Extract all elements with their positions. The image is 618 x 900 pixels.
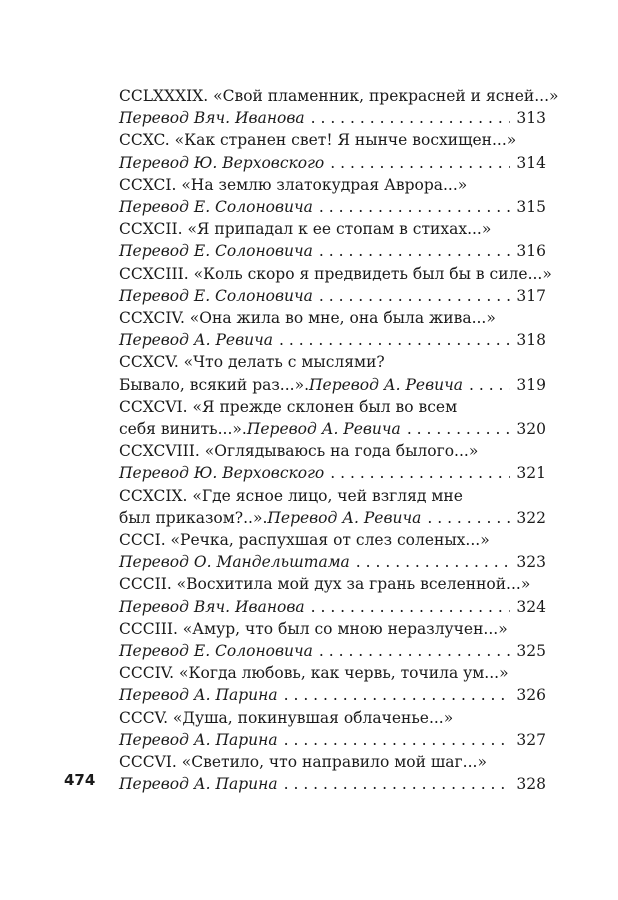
entry-translator: Перевод А. Ревича [246,420,401,439]
dot-leader [319,640,511,662]
entry-title-continuation: был приказом?..». [119,508,268,527]
toc-entry[interactable] [119,307,546,351]
entry-title: CCXCIII. «Коль скоро я предвидеть был бы в силе...» [119,264,552,283]
entry-translator: Перевод А. Парина [119,775,278,794]
toc-entry[interactable] [119,751,546,795]
entry-last-line [119,107,546,129]
entry-translator: Перевод Е. Солоновича [119,242,313,261]
entry-page-number: 323 [516,553,546,572]
entry-translator: Перевод А. Парина [119,686,278,705]
entry-last-line [119,684,546,706]
dot-leader [284,684,511,706]
dot-leader [319,196,511,218]
entry-last-line [119,640,546,662]
entry-last-line [119,374,546,396]
dot-leader [469,374,510,396]
entry-last-line [119,507,546,529]
entry-translator: Перевод А. Парина [119,730,278,749]
dot-leader [284,773,511,795]
toc-entry[interactable] [119,618,546,662]
dot-leader [407,418,511,440]
dot-leader [330,152,510,174]
dot-leader [319,240,511,262]
entry-page-number: 322 [516,508,546,527]
entry-page-number: 328 [516,775,546,794]
entry-title: CCCIV. «Когда любовь, как червь, точила ум...» [119,664,509,683]
entry-translator: Перевод А. Ревича [119,331,273,350]
dot-leader [330,462,510,484]
entry-translator: Перевод Е. Солоновича [119,286,313,305]
entry-title-continuation: себя винить...». [119,420,247,439]
entry-title: CCCIII. «Амур, что был со мною неразлучен...» [119,619,508,638]
entry-title: CCXCVIII. «Оглядываюсь на года былого...» [119,442,479,461]
entry-last-line [119,196,546,218]
entry-title: CCXCIV. «Она жила во мне, она была жива...» [119,309,496,328]
entry-title: CCXC. «Как странен свет! Я нынче восхищен...» [119,131,517,150]
entry-title-continuation: Бывало, всякий раз...». [119,375,309,394]
entry-translator: Перевод Ю. Верховского [119,153,325,172]
toc-entry[interactable] [119,485,546,529]
entry-translator: Перевод А. Ревича [267,508,422,527]
page-number: 474 [64,771,96,789]
entry-last-line [119,240,546,262]
entry-page-number: 325 [516,642,546,661]
entry-title: CCLXXXIX. «Свой пламенник, прекрасней и ясней...» [119,87,559,105]
entry-page-number: 315 [516,198,546,217]
entry-page-number: 313 [516,109,546,128]
entry-translator: Перевод Вяч. Иванова [119,597,305,616]
entry-title: CCCI. «Речка, распухшая от слез соленых...» [119,531,490,550]
entry-translator: Перевод Е. Солоновича [119,642,313,661]
entry-page-number: 324 [516,597,546,616]
entry-title: CCCII. «Восхитила мой дух за грань вселенной...» [119,575,531,594]
entry-page-number: 327 [516,730,546,749]
toc-entry[interactable] [119,573,546,617]
entry-page-number: 320 [516,420,546,439]
toc-entry[interactable] [119,129,546,173]
toc-entry[interactable] [119,662,546,706]
entry-title: CCXCVI. «Я прежде склонен был во всем [119,397,458,416]
toc-entry[interactable] [119,351,546,395]
entry-last-line [119,152,546,174]
entry-translator: Перевод Ю. Верховского [119,464,325,483]
entry-title: CCXCV. «Что делать с мыслями? [119,353,385,372]
dot-leader [356,551,511,573]
entry-title: CCCV. «Душа, покинувшая облаченье...» [119,708,454,727]
entry-page-number: 314 [516,153,546,172]
entry-last-line [119,596,546,618]
entry-last-line [119,418,546,440]
toc-entry[interactable] [119,174,546,218]
entry-page-number: 319 [516,375,546,394]
entry-title: CCXCII. «Я припадал к ее стопам в стихах...» [119,220,492,239]
toc-entry[interactable] [119,85,559,129]
entry-last-line [119,729,546,751]
entry-translator: Перевод Е. Солоновича [119,198,313,217]
entry-page-number: 321 [516,464,546,483]
entry-title: CCCVI. «Светило, что направило мой шаг...» [119,753,487,772]
entry-last-line [119,329,546,351]
dot-leader [319,285,511,307]
entry-last-line [119,285,546,307]
dot-leader [311,596,511,618]
table-of-contents [119,85,559,796]
entry-page-number: 326 [516,686,546,705]
dot-leader [279,329,510,351]
entry-translator: Перевод А. Ревича [309,375,463,394]
dot-leader [427,507,510,529]
toc-entry[interactable] [119,263,552,307]
entry-page-number: 318 [516,331,546,350]
entry-title: CCXCIX. «Где ясное лицо, чей взгляд мне [119,486,463,505]
toc-entry[interactable] [119,707,546,751]
dot-leader [284,729,511,751]
toc-entry[interactable] [119,529,546,573]
dot-leader [311,107,511,129]
entry-translator: Перевод Вяч. Иванова [119,109,305,128]
toc-entry[interactable] [119,440,546,484]
entry-last-line [119,773,546,795]
entry-last-line [119,551,546,573]
entry-title: CCXCI. «На землю златокудрая Аврора...» [119,175,468,194]
entry-page-number: 316 [516,242,546,261]
entry-translator: Перевод О. Мандельштама [119,553,350,572]
toc-entry[interactable] [119,218,546,262]
entry-last-line [119,462,546,484]
entry-page-number: 317 [516,286,546,305]
toc-entry[interactable] [119,396,546,440]
